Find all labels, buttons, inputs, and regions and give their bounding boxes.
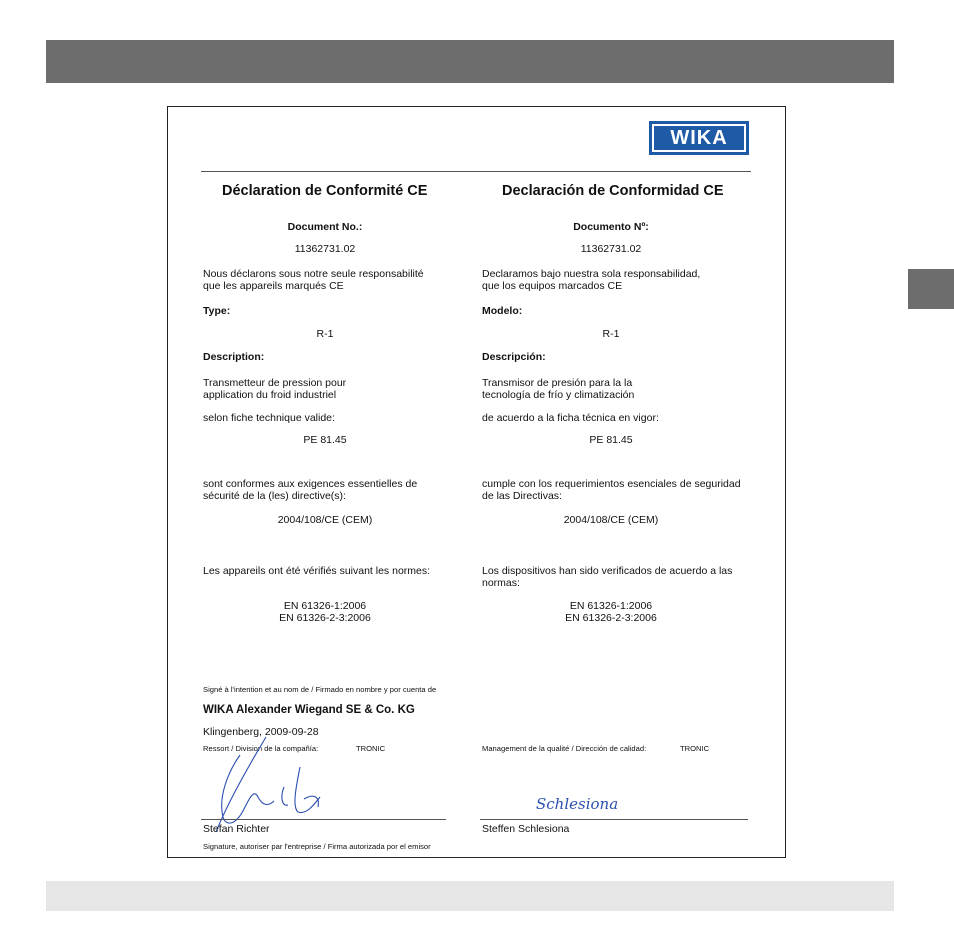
fr-intro-2: que les appareils marqués CE [203,280,344,292]
es-doc-number: 11362731.02 [580,243,642,255]
es-intro-1: Declaramos bajo nuestra sola responsabilidad, [482,268,701,280]
logo-text: WIKA [654,126,744,150]
fr-type-label: Type: [203,305,231,317]
fr-conform-2: sécurité de la (les) directive(s): [203,490,346,502]
es-conform-1: cumple con los requerimientos esenciales de seguridad [482,478,741,490]
fr-title: Déclaration de Conformité CE [222,183,428,199]
signature-schlesiona: Schlesiona [536,795,619,813]
es-desc-1: Transmisor de presión para la la [482,377,633,389]
fr-norm-2: EN 61326-2-3:2006 [279,612,371,624]
signature-richter [188,727,358,837]
es-desc-label: Descripción: [482,351,546,363]
es-norms-label-2: normas: [482,577,520,589]
quality-label: Management de la qualité / Dirección de calidad: [482,744,647,753]
footer-bar [46,881,894,911]
fr-desc-2: application du froid industriel [203,389,337,401]
es-sheet-label: de acuerdo a la ficha técnica en vigor: [482,412,659,424]
fr-norm-1: EN 61326-1:2006 [283,600,367,612]
header-rule [201,171,751,172]
fr-desc-label: Description: [203,351,265,363]
fr-sheet-label: selon fiche technique valide: [203,412,335,424]
es-conform-2: de las Directivas: [482,490,562,502]
signed-on-behalf: Signé à l'intention et au nom de / Firmado en nombre y por cuenta de [203,685,437,694]
es-type-label: Modelo: [482,305,523,317]
es-norm-2: EN 61326-2-3:2006 [565,612,657,624]
company-name: WIKA Alexander Wiegand SE & Co. KG [203,704,415,716]
fr-doc-label: Document No.: [287,221,363,233]
es-doc-label: Documento Nº: [573,221,649,233]
fr-sheet-value: PE 81.45 [303,434,347,446]
signature-line-2 [480,819,748,820]
es-norm-1: EN 61326-1:2006 [569,600,653,612]
division-label: Ressort / Division de la compañía: [203,744,319,753]
place-date: Klingenberg, 2009-09-28 [203,726,319,738]
es-directive: 2004/108/CE (CEM) [563,514,659,526]
es-intro-2: que los equipos marcados CE [482,280,623,292]
signature-note: Signature, autoriser par l'entreprise / Firma autorizada por el emisor [203,842,431,851]
fr-conform-1: sont conformes aux exigences essentielles de [203,478,418,490]
chapter-tab [908,269,954,309]
fr-desc-1: Transmetteur de pression pour [203,377,347,389]
header-bar [46,40,894,83]
es-type-value: R-1 [602,328,620,340]
quality-value: TRONIC [680,744,710,753]
declaration-document [167,106,786,858]
es-desc-2: tecnología de frío y climatización [482,389,635,401]
signer-2: Steffen Schlesiona [482,823,570,835]
division-value: TRONIC [356,744,386,753]
fr-intro-1: Nous déclarons sous notre seule responsabilité [203,268,424,280]
fr-type-value: R-1 [316,328,334,340]
es-title: Declaración de Conformidad CE [502,183,724,199]
fr-doc-number: 11362731.02 [294,243,356,255]
fr-directive: 2004/108/CE (CEM) [277,514,373,526]
signer-1: Stefan Richter [203,823,270,835]
signature-line-1 [201,819,446,820]
wika-logo [649,121,749,155]
es-norms-label: Los dispositivos han sido verificados de acuerdo a las [482,565,733,577]
es-sheet-value: PE 81.45 [589,434,633,446]
fr-norms-label: Les appareils ont été vérifiés suivant les normes: [203,565,431,577]
